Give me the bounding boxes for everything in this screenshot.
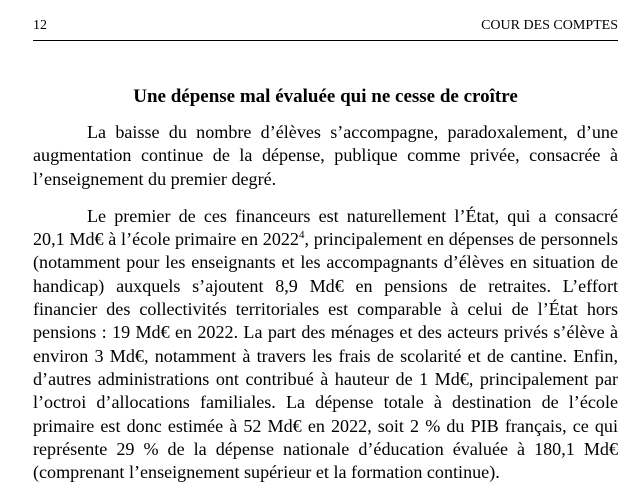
paragraph-1-text: La baisse du nombre d’élèves s’accompagne, paradoxalement, d’une augmentation continue de la dépense, publique comme privée, consacrée à l’enseignement du premier degré. [33,122,618,189]
body-text [33,121,618,498]
running-title: COUR DES COMPTES [481,18,618,33]
paragraph-2 [33,205,618,485]
page-number: 12 [33,18,47,33]
footnote-reference[interactable]: 4 [298,229,305,242]
paragraph-1 [33,121,618,191]
paragraph-2-text-before-footnote: Le premier de ces financeurs est naturellement l’État, qui a consacré 20,1 Md€ à l’école primaire en 2022 [33,205,618,250]
paragraph-2-text-after-footnote: , principalement en dépenses de personnels (notamment pour les enseignants et les accompagnants d’élèves en situation de handicap) auxquels s’ajoutent 8,9 Md€ en pensions de retraites. L’effort financier des collectivités territoriales est comparable à celui de l’État hors pensions : 19 Md€ en 2022. La part des ménages et des acteurs privés s’élève à environ 3 Md€, notamment à travers les frais de scolarité et de cantine. Enfin, d’autres administrations ont contribué à hauteur de 1 Md€, principalement par l’octroi d’allocations familiales. La dépense totale à destination de l’école primaire est donc estimée à 52 Md€ en 2022, soit 2 % du PIB français, ce qui représente 29 % de la dépense nationale d’éducation évaluée à 180,1 Md€ (comprenant l’enseignement supérieur et la formation continue). [33,229,618,483]
running-header [33,18,618,41]
section-heading: Une dépense mal évaluée qui ne cesse de croître [133,86,518,107]
